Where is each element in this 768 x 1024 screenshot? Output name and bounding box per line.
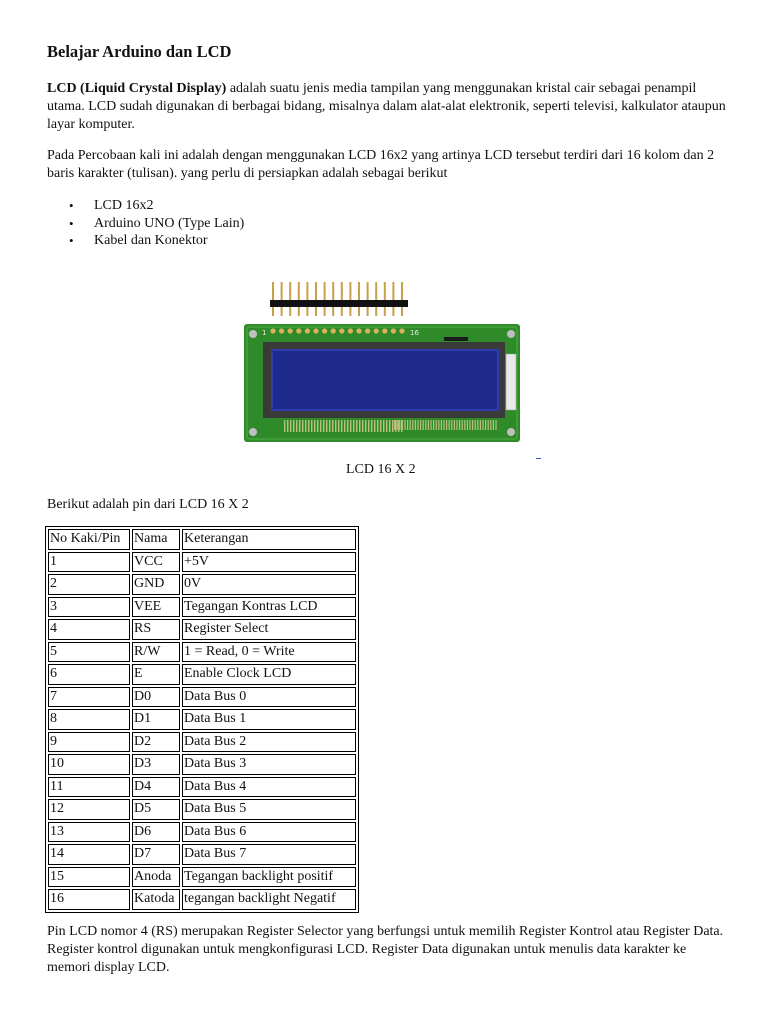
header-pins <box>270 282 408 316</box>
pin-description-cell: Enable Clock LCD <box>182 664 356 685</box>
table-row <box>48 867 356 888</box>
pin-number-cell: 10 <box>48 754 130 775</box>
pin-number-cell: 3 <box>48 597 130 618</box>
pin-label-1: 1 <box>262 329 267 337</box>
figure-caption: LCD 16 X 2 <box>346 462 416 477</box>
pin-name-cell: D7 <box>132 844 180 865</box>
pin-number-cell: 13 <box>48 822 130 843</box>
intro-paragraph <box>47 80 727 134</box>
pin-description-cell: +5V <box>182 552 356 573</box>
pin-name-cell: D0 <box>132 687 180 708</box>
table-row <box>48 777 356 798</box>
pin-name-cell: GND <box>132 574 180 595</box>
table-row <box>48 552 356 573</box>
pin-number-cell: 16 <box>48 889 130 910</box>
pin-description-cell: Tegangan backlight positif <box>182 867 356 888</box>
pin-description-cell: Data Bus 0 <box>182 687 356 708</box>
pin-description-cell: tegangan backlight Negatif <box>182 889 356 910</box>
pin-description-cell: Data Bus 2 <box>182 732 356 753</box>
pin-name-cell: E <box>132 664 180 685</box>
table-row <box>48 844 356 865</box>
table-row <box>48 754 356 775</box>
pin-name-cell: D3 <box>132 754 180 775</box>
pin-description-cell: Data Bus 5 <box>182 799 356 820</box>
requirements-list <box>47 197 244 250</box>
pin-description-cell: 1 = Read, 0 = Write <box>182 642 356 663</box>
pin-number-cell: 1 <box>48 552 130 573</box>
lcd-16x2-image <box>244 280 520 444</box>
pin-name-cell: Katoda <box>132 889 180 910</box>
pin-number-cell: 2 <box>48 574 130 595</box>
table-row <box>48 642 356 663</box>
list-item: • LCD 16x2 <box>47 197 244 215</box>
lcd-screen <box>272 350 498 410</box>
column-header-name: Nama <box>132 529 180 550</box>
pin-name-cell: D1 <box>132 709 180 730</box>
pin-number-cell: 6 <box>48 664 130 685</box>
pin-description-cell: 0V <box>182 574 356 595</box>
pin-name-cell: VCC <box>132 552 180 573</box>
table-row <box>48 822 356 843</box>
pin-description-cell: Data Bus 1 <box>182 709 356 730</box>
table-row <box>48 889 356 910</box>
table-row <box>48 732 356 753</box>
pin-name-cell: VEE <box>132 597 180 618</box>
pin-number-cell: 12 <box>48 799 130 820</box>
table-row <box>48 799 356 820</box>
pin-name-cell: R/W <box>132 642 180 663</box>
pin-description-cell: Data Bus 3 <box>182 754 356 775</box>
pin-intro-paragraph: Berikut adalah pin dari LCD 16 X 2 <box>47 497 249 512</box>
pin-name-cell: D4 <box>132 777 180 798</box>
table-row <box>48 687 356 708</box>
pin-table <box>45 526 359 913</box>
pin-description-cell: Register Select <box>182 619 356 640</box>
image-link[interactable] <box>536 444 541 459</box>
table-row <box>48 709 356 730</box>
requirements-paragraph: Pada Percobaan kali ini adalah dengan menggunakan LCD 16x2 yang artinya LCD tersebut terdiri dari 16 kolom dan 2 baris karakter (tulisan). yang perlu di persiapkan adalah sebagai berikut <box>47 148 715 181</box>
list-item: • Arduino UNO (Type Lain) <box>47 215 244 233</box>
pin-description-cell: Data Bus 4 <box>182 777 356 798</box>
table-row <box>48 664 356 685</box>
list-item: • Kabel dan Konektor <box>47 232 244 250</box>
register-paragraph: Pin LCD nomor 4 (RS) merupakan Register Selector yang berfungsi untuk memilih Register Kontrol atau Register Data. Register kontrol digunakan untuk mengkonfigurasi LCD. Register Data digunakan untuk menulis data karakter ke memori display LCD. <box>47 924 724 975</box>
table-header-row <box>48 529 356 550</box>
table-row <box>48 597 356 618</box>
pin-name-cell: D5 <box>132 799 180 820</box>
pin-name-cell: RS <box>132 619 180 640</box>
table-row <box>48 619 356 640</box>
page-title: Belajar Arduino dan LCD <box>47 42 232 61</box>
pin-label-16: 16 <box>410 329 419 337</box>
pin-number-cell: 5 <box>48 642 130 663</box>
pin-number-cell: 15 <box>48 867 130 888</box>
column-header-description: Keterangan <box>182 529 356 550</box>
column-header-pin: No Kaki/Pin <box>48 529 130 550</box>
pin-description-cell: Data Bus 6 <box>182 822 356 843</box>
intro-bold-term: LCD (Liquid Crystal Display) <box>47 81 227 96</box>
pin-number-cell: 9 <box>48 732 130 753</box>
intro-text: adalah suatu jenis media tampilan yang menggunakan kristal cair sebagai penampil utama. LCD sudah digunakan di berbagai bidang, misalnya dalam alat-alat elektronik, seperti televisi, kalkulator ataupun layar komputer. <box>47 81 726 132</box>
pin-name-cell: D6 <box>132 822 180 843</box>
pin-number-cell: 11 <box>48 777 130 798</box>
pin-description-cell: Data Bus 7 <box>182 844 356 865</box>
pin-name-cell: Anoda <box>132 867 180 888</box>
pin-name-cell: D2 <box>132 732 180 753</box>
pin-number-cell: 7 <box>48 687 130 708</box>
pin-number-cell: 8 <box>48 709 130 730</box>
pin-number-cell: 14 <box>48 844 130 865</box>
pin-number-cell: 4 <box>48 619 130 640</box>
table-row <box>48 574 356 595</box>
pin-description-cell: Tegangan Kontras LCD <box>182 597 356 618</box>
